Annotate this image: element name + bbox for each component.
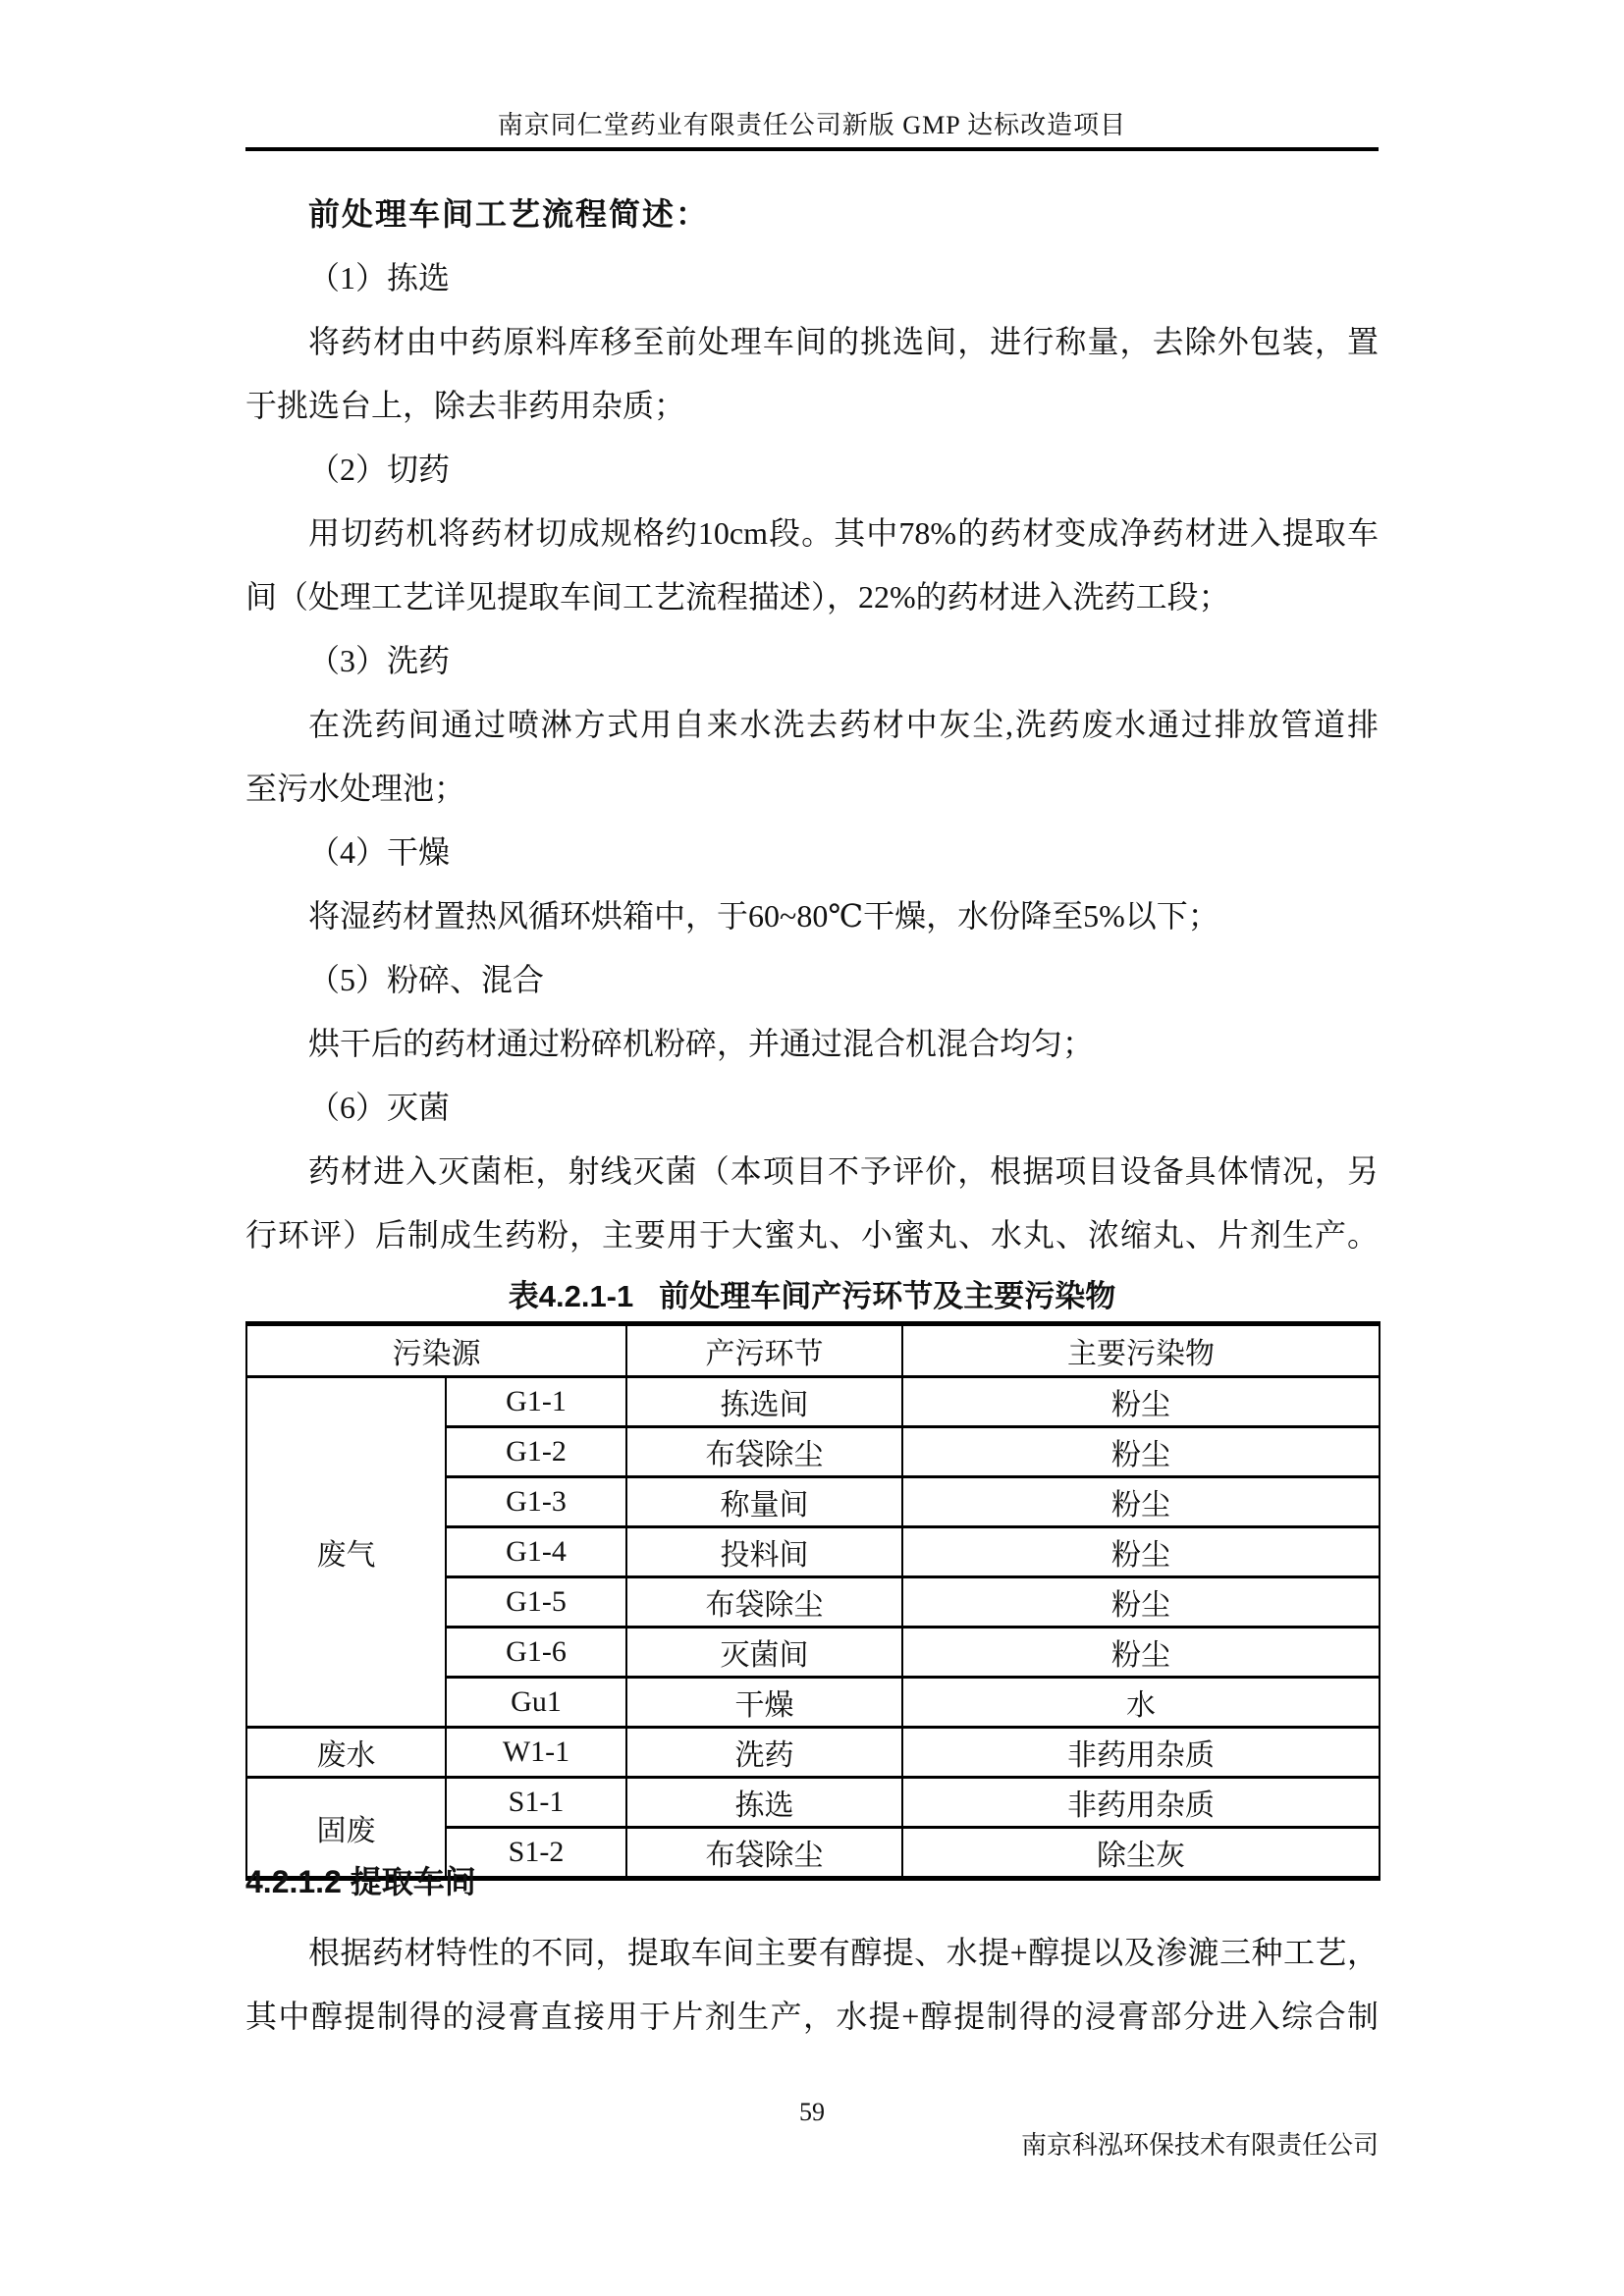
footer-company: 南京科泓环保技术有限责任公司 [1020, 2131, 1379, 2160]
cell-pollutant: 粉尘 [902, 1527, 1380, 1577]
table-caption-text: 前处理车间产污环节及主要污染物 [659, 1279, 1116, 1313]
cell-stage: 拣选 [626, 1778, 902, 1828]
cell-pollutant: 水 [902, 1678, 1380, 1728]
step-1-label: （1）拣选 [308, 260, 451, 295]
cell-stage: 洗药 [626, 1728, 902, 1778]
cell-pollutant: 粉尘 [902, 1377, 1380, 1427]
cell-code: G1-4 [446, 1527, 626, 1577]
extract-text-line-2: 其中醇提制得的浸膏直接用于片剂生产，水提+醇提制得的浸膏部分进入综合制 [245, 1999, 1379, 2034]
col-header-pollutant: 主要污染物 [902, 1324, 1380, 1377]
cell-code: W1-1 [446, 1728, 626, 1778]
table-row [246, 1728, 1380, 1778]
step-6-text-line-1: 药材进入灭菌柜，射线灭菌（本项目不予评价，根据项目设备具体情况，另 [308, 1153, 1379, 1189]
table-row [246, 1377, 1380, 1427]
cell-pollutant: 非药用杂质 [902, 1728, 1380, 1778]
cell-stage: 布袋除尘 [626, 1828, 902, 1879]
cell-code: G1-3 [446, 1477, 626, 1527]
section-title: 前处理车间工艺流程简述： [308, 196, 710, 232]
cell-code: G1-1 [446, 1377, 626, 1427]
table-header-row [246, 1324, 1380, 1377]
step-1-text-line-1: 将药材由中药原料库移至前处理车间的挑选间，进行称量，去除外包装，置 [308, 324, 1379, 359]
step-5-text: 烘干后的药材通过粉碎机粉碎，并通过混合机混合均匀； [308, 1026, 1095, 1061]
cell-stage: 拣选间 [626, 1377, 902, 1427]
step-3-text-line-2: 至污水处理池； [245, 771, 466, 806]
col-header-source: 污染源 [246, 1324, 626, 1377]
extraction-workshop-block [245, 1921, 1379, 2049]
step-6-label: （6）灭菌 [308, 1090, 451, 1125]
header-rule [245, 147, 1379, 151]
step-2-text-line-1: 用切药机将药材切成规格约10cm段。其中78%的药材变成净药材进入提取车 [308, 515, 1379, 551]
cell-pollutant: 除尘灰 [902, 1828, 1380, 1879]
cell-pollutant: 非药用杂质 [902, 1778, 1380, 1828]
step-2-text-line-2: 间（处理工艺详见提取车间工艺流程描述），22%的药材进入洗药工段； [245, 579, 1230, 614]
cell-pollutant: 粉尘 [902, 1628, 1380, 1678]
cell-pollutant: 粉尘 [902, 1477, 1380, 1527]
page-header-title: 南京同仁堂药业有限责任公司新版 GMP 达标改造项目 [497, 111, 1127, 139]
step-3-text-line-1: 在洗药间通过喷淋方式用自来水洗去药材中灰尘,洗药废水通过排放管道排 [308, 707, 1379, 742]
cell-pollutant: 粉尘 [902, 1577, 1380, 1628]
step-5-label: （5）粉碎、混合 [308, 962, 545, 997]
cell-code: G1-2 [446, 1427, 626, 1477]
cell-code: Gu1 [446, 1678, 626, 1728]
section-4212-heading: 4.2.1.2 提取车间 [245, 1864, 476, 1899]
step-1-text-line-2: 于挑选台上，除去非药用杂质； [245, 388, 686, 423]
cell-code: S1-2 [446, 1828, 626, 1879]
step-4-text: 将湿药材置热风循环烘箱中，于60~80℃干燥，水份降至5%以下； [308, 898, 1219, 934]
pollution-table [245, 1321, 1380, 1881]
cell-code: S1-1 [446, 1778, 626, 1828]
step-2-label: （2）切药 [308, 452, 451, 487]
cell-stage: 布袋除尘 [626, 1427, 902, 1477]
table-caption [245, 1272, 1379, 1321]
step-6-text-line-2: 行环评）后制成生药粉，主要用于大蜜丸、小蜜丸、水丸、浓缩丸、片剂生产。 [245, 1217, 1379, 1253]
extract-text-line-1: 根据药材特性的不同，提取车间主要有醇提、水提+醇提以及渗漉三种工艺， [308, 1935, 1379, 1970]
cell-stage: 灭菌间 [626, 1628, 902, 1678]
cell-stage: 投料间 [626, 1527, 902, 1577]
cell-stage: 干燥 [626, 1678, 902, 1728]
cell-pollutant: 粉尘 [902, 1427, 1380, 1477]
page-number: 59 [799, 2098, 825, 2126]
step-3-label: （3）洗药 [308, 643, 451, 678]
process-description-block [245, 183, 1379, 1267]
col-header-stage: 产污环节 [626, 1324, 902, 1377]
table-caption-number: 表4.2.1-1 [508, 1279, 634, 1313]
step-4-label: （4）干燥 [308, 834, 451, 870]
source-category-wastewater: 废水 [246, 1728, 446, 1778]
cell-stage: 称量间 [626, 1477, 902, 1527]
source-category-gas: 废气 [246, 1377, 446, 1728]
table-row [246, 1778, 1380, 1828]
cell-stage: 布袋除尘 [626, 1577, 902, 1628]
cell-code: G1-6 [446, 1628, 626, 1678]
source-category-solid-waste: 固废 [246, 1778, 446, 1879]
cell-code: G1-5 [446, 1577, 626, 1628]
